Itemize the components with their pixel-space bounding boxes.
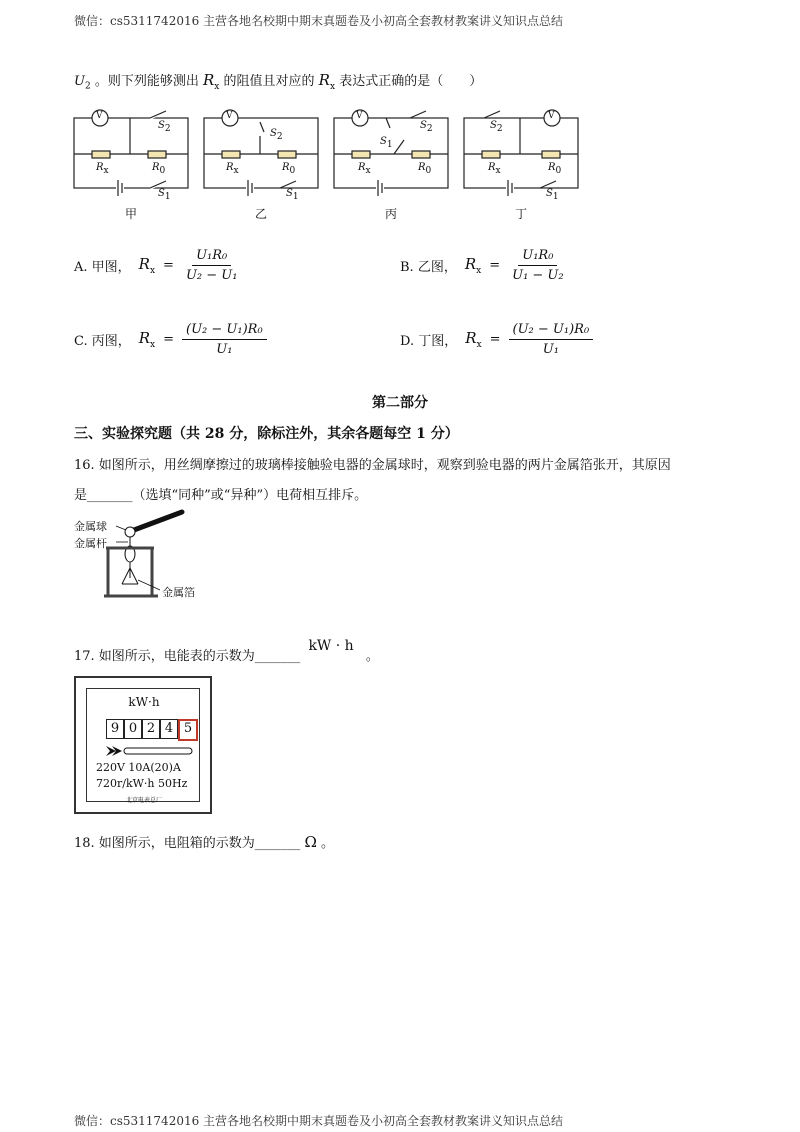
option-c-fraction: $\frac{\text{(U₂ − U₁)R₀}}{\text{U₁}}$ — [182, 322, 267, 357]
label-metal-foil: 金属箔 — [162, 586, 195, 599]
meter-digit-1: 9 — [106, 719, 124, 739]
yi-s2: S2 — [270, 128, 283, 142]
option-d-fraction: $\frac{\text{(U₂ − U₁)R₀}}{\text{U₁}}$ — [509, 322, 594, 357]
caption-yi: 乙 — [254, 207, 267, 221]
meter-spec2: 720r/kW·h 50Hz — [96, 777, 188, 790]
jia-s1: S1 — [158, 188, 171, 202]
u2-symbol: $U_2$ — [74, 74, 91, 92]
meter-arrow-icon — [106, 745, 196, 757]
yi-s1: S1 — [286, 188, 299, 202]
meter-digit-3: 2 — [142, 719, 160, 739]
q15-text1: 。则下列能够测出 — [94, 74, 199, 89]
q17-text: 17. 如图所示，电能表的示数为_______ — [74, 649, 301, 664]
ding-rx: Rx — [488, 162, 501, 176]
option-a[interactable]: A. 甲图， $R_x$ = $\frac{\text{U₁R₀}}{\text{U₂ − U₁}}$ — [74, 248, 241, 283]
bing-rx: Rx — [358, 162, 371, 176]
option-b-label: B. 乙图， — [400, 260, 457, 275]
jia-rx: Rx — [96, 162, 109, 176]
q15-text2: 的阻值且对应的 — [223, 74, 315, 89]
yi-voltmeter: V — [226, 111, 233, 121]
ding-s1: S1 — [546, 188, 559, 202]
ding-s2: S2 — [490, 120, 503, 134]
caption-bing: 丙 — [384, 207, 397, 221]
q16-line2: 是_______（选填“同种”或“异种”）电荷相互排斥。 — [74, 488, 368, 503]
bing-s1: S1 — [380, 136, 393, 150]
section3-title: 三、实验探究题（共 28 分，除标注外，其余各题每空 1 分） — [74, 426, 459, 442]
rx-symbol-2: $R_x$ — [318, 71, 336, 92]
option-b-fraction: $\frac{\text{U₁R₀}}{\text{U₁ − U₂}}$ — [512, 248, 564, 283]
ding-r0: R0 — [548, 162, 562, 176]
meter-maker: 北京电表总厂 — [125, 797, 162, 804]
electricity-meter — [74, 676, 212, 814]
q18-unit: Ω — [304, 833, 317, 851]
yi-r0: R0 — [282, 162, 296, 176]
bing-s2: S2 — [420, 120, 433, 134]
jia-r0: R0 — [152, 162, 166, 176]
rx-symbol: $R_x$ — [203, 71, 220, 92]
caption-jia: 甲 — [124, 207, 137, 221]
option-d[interactable]: D. 丁图， $R_x$ = $\frac{\text{(U₂ − U₁)R₀}}{\text{U₁}}$ — [400, 322, 593, 357]
q18-text: 18. 如图所示，电阻箱的示数为_______ — [74, 836, 301, 851]
meter-digit-4: 4 — [160, 719, 178, 739]
caption-ding: 丁 — [514, 207, 527, 221]
q16-line1: 16. 如图所示，用丝绸摩擦过的玻璃棒接触验电器的金属球时，观察到验电器的两片金属箔张开，其原因 — [74, 458, 671, 473]
q15-stem — [74, 70, 482, 92]
q15-text3: 表达式正确的是（ ） — [339, 74, 483, 89]
option-b[interactable]: B. 乙图， $R_x$ = $\frac{\text{U₁R₀}}{\text{U₁ − U₂}}$ — [400, 248, 568, 283]
page-footer: 微信：cs5311742016 主营各地名校期中期末真题卷及小初高全套教材教案讲义知识点总结 — [74, 1114, 564, 1128]
ding-voltmeter: V — [548, 111, 555, 121]
meter-digit-2: 0 — [124, 719, 142, 739]
option-a-label: A. 甲图， — [74, 260, 131, 275]
option-c-label: C. 丙图， — [74, 334, 131, 349]
jia-s2: S2 — [158, 120, 171, 134]
option-a-fraction: $\frac{\text{U₁R₀}}{\text{U₂ − U₁}}$ — [185, 248, 238, 283]
option-d-label: D. 丁图， — [400, 334, 458, 349]
q17-line: 17. 如图所示，电能表的示数为_______ kW · h 。 — [74, 638, 379, 664]
q17-unit: kW · h — [308, 638, 354, 654]
label-metal-ball: 金属球 — [74, 520, 107, 533]
part2-title: 第二部分 — [372, 395, 428, 411]
meter-spec1: 220V 10A(20)A — [96, 761, 181, 774]
bing-r0: R0 — [418, 162, 432, 176]
jia-voltmeter: V — [96, 111, 103, 121]
meter-unit: kW·h — [128, 695, 160, 709]
meter-face — [86, 688, 200, 802]
label-metal-rod: 金属杆 — [74, 537, 107, 550]
q18-line: 18. 如图所示，电阻箱的示数为_______ Ω 。 — [74, 833, 335, 851]
option-c[interactable]: C. 丙图， $R_x$ = $\frac{\text{(U₂ − U₁)R₀}}{\text{U₁}}$ — [74, 322, 267, 357]
bing-voltmeter: V — [356, 111, 363, 121]
page-header: 微信：cs5311742016 主营各地名校期中期末真题卷及小初高全套教材教案讲义知识点总结 — [74, 14, 564, 28]
yi-rx: Rx — [226, 162, 239, 176]
meter-digits — [106, 719, 198, 741]
meter-digit-5: 5 — [178, 719, 198, 741]
